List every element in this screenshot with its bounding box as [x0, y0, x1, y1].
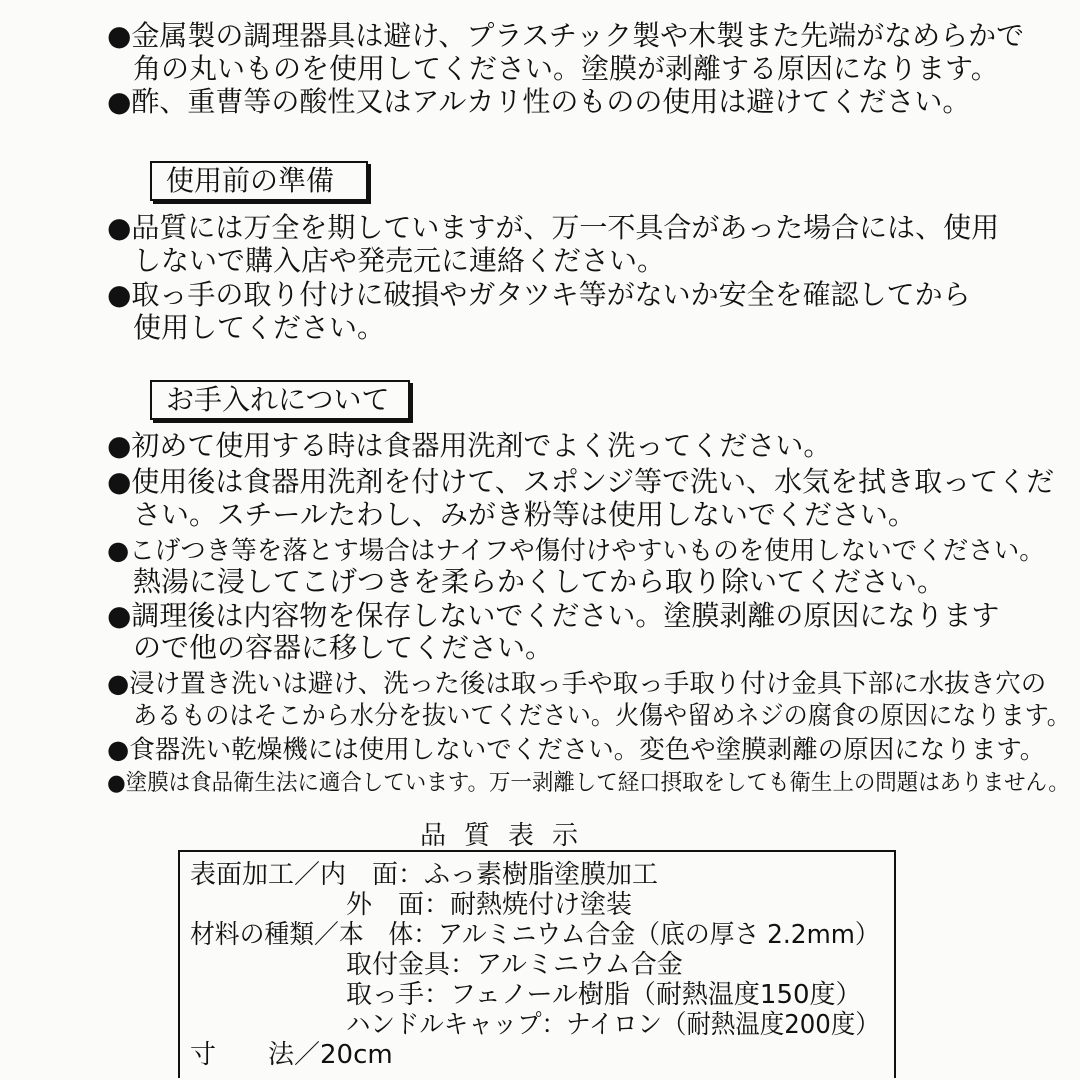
text-line: ●金属製の調理器具は避け、プラスチック製や木製また先端がなめらかで	[107, 19, 1025, 52]
text-line: ●食器洗い乾燥機には使用しないでください。変色や塗膜剥離の原因になります。	[107, 735, 1046, 765]
quality-row: ハンドルキャップ：ナイロン（耐熱温度200度）	[346, 1010, 880, 1040]
text-line: ●初めて使用する時は食器用洗剤でよく洗ってください。	[107, 429, 832, 462]
quality-row: 寸 法／20cm	[190, 1040, 393, 1070]
text-line: ので他の容器に移してください。	[133, 631, 554, 664]
text-line: ●こげつき等を落とす場合はナイフや傷付けやすいものを使用しないでください。	[107, 536, 1045, 566]
text-line: ●浸け置き洗いは避け、洗った後は取っ手や取っ手取り付け金具下部に水抜き穴の	[107, 669, 1047, 699]
text-line: ●取っ手の取り付けに破損やガタツキ等がないか安全を確認してから	[107, 278, 971, 311]
quality-row: 表面加工／内 面：ふっ素樹脂塗膜加工	[190, 860, 659, 890]
section-heading-preparation: 使用前の準備	[150, 161, 368, 201]
quality-row: 外 面：耐熱焼付け塗装	[346, 890, 633, 920]
text-line: ●塗膜は食品衛生法に適合しています。万一剥離して経口摂取をしても衛生上の問題はありません。	[107, 770, 1070, 796]
text-line: 使用してください。	[133, 311, 386, 344]
quality-row: 材料の種類／本 体：アルミニウム合金（底の厚さ 2.2mm）	[190, 920, 880, 950]
quality-row: 取付金具：アルミニウム合金	[346, 950, 683, 980]
text-line: さい。スチールたわし、みがき粉等は使用しないでください。	[133, 498, 916, 531]
text-line: ●使用後は食器用洗剤を付けて、スポンジ等で洗い、水気を拭き取ってくだ	[107, 465, 1055, 498]
text-line: あるものはそこから水分を抜いてください。火傷や留めネジの腐食の原因になります。	[133, 701, 1071, 731]
section-heading-care: お手入れについて	[150, 380, 410, 420]
text-line: しないで購入店や発売元に連絡ください。	[133, 244, 666, 277]
text-line: ●酢、重曹等の酸性又はアルカリ性のものの使用は避けてください。	[107, 85, 971, 118]
text-line: 熱湯に浸してこげつきを柔らかくしてから取り除いてください。	[133, 565, 946, 598]
quality-title: 品質表示	[420, 821, 597, 851]
text-line: ●品質には万全を期していますが、万一不具合があった場合には、使用	[107, 211, 1000, 244]
text-line: ●調理後は内容物を保存しないでください。塗膜剥離の原因になります	[107, 599, 1000, 632]
quality-row: 取っ手：フェノール樹脂（耐熱温度150度）	[346, 980, 862, 1010]
text-line: 角の丸いものを使用してください。塗膜が剥離する原因になります。	[133, 52, 999, 85]
quality-table	[178, 850, 896, 1078]
